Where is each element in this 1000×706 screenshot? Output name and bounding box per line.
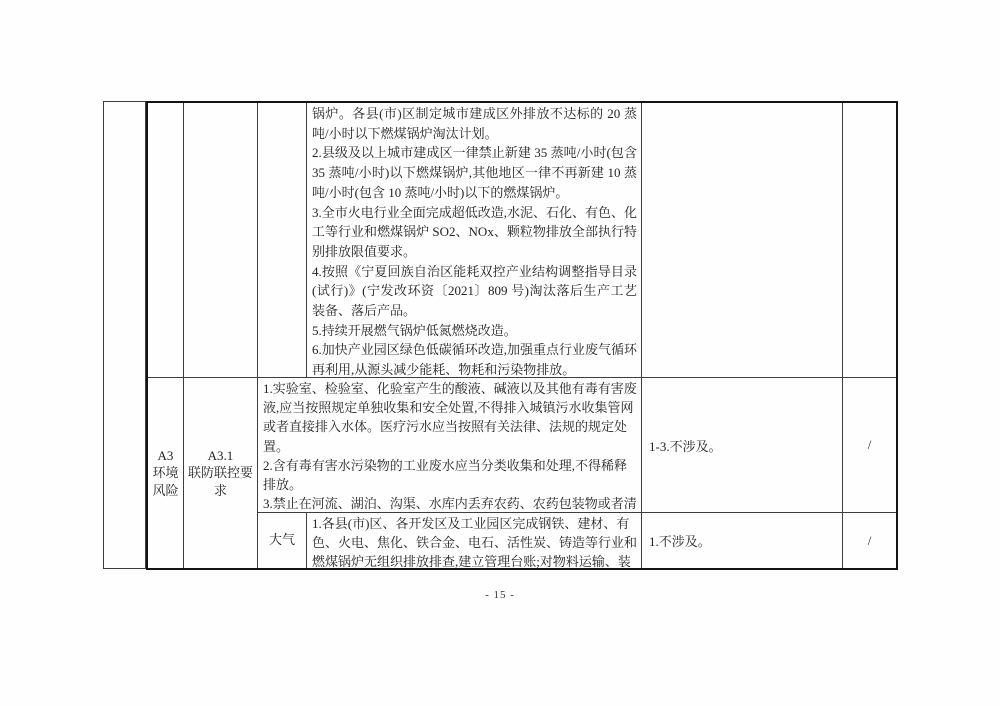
cell-group-subcode: A3.1 联防联控要 求 <box>184 378 258 568</box>
cell-rowB-remark: / <box>843 378 896 513</box>
cell-rowB-requirements <box>258 378 642 513</box>
rowA-item-3: 3.全市火电行业全面完成超低改造,水泥、石化、有色、化工等行业和燃煤锅炉 SO2、NOx、颗粒物排放全部执行特别排放限值要求。 <box>312 204 638 259</box>
page-number: - 15 - <box>485 589 515 601</box>
rowC-item-1: 1.各县(市)区、各开发区及工业园区完成钢铁、建材、有色、火电、焦化、铁合金、电石、活性炭、铸造等行业和燃煤锅炉无组织排放排查,建立管理台账;对物料运输、装 <box>312 516 638 568</box>
cell-rowA-remark-empty <box>843 103 896 378</box>
cell-rowC-result: 1.不涉及。 <box>642 513 843 568</box>
rowA-item-5: 5.持续开展燃气锅炉低氮燃烧改造。 <box>312 322 517 338</box>
cell-rowA-code-empty <box>148 103 184 378</box>
outer-margin-column <box>103 101 146 569</box>
cell-group-code: A3 环境 风险 <box>148 378 184 568</box>
rowB-item-1: 1.实验室、检验室、化验室产生的酸液、碱液以及其他有毒有害废液,应当按照规定单独收集和安全处置,不得排入城镇污水收集管网或者直接排入水体。医疗污水应当按照有关法律、法规的规定处置。 <box>263 381 637 454</box>
cell-rowB-result: 1-3.不涉及。 <box>642 378 843 513</box>
cell-rowA-result-empty <box>642 103 843 378</box>
rowA-item-6: 6.加快产业园区绿色低碳循环改造,加强重点行业废气循环再利用,从源头减少能耗、物耗和污染物排放。 <box>312 342 638 378</box>
cell-rowA-category-empty <box>258 103 307 378</box>
rowA-item-1: 锅炉。各县(市)区制定城市建成区外排放不达标的 20 蒸吨/小时以下燃煤锅炉淘汰计划。 <box>312 106 637 141</box>
rowB-item-2: 2.含有毒有害水污染物的工业废水应当分类收集和处理,不得稀释排放。 <box>263 457 628 493</box>
rowB-item-3: 3.禁止在河流、湖泊、沟渠、水库内丢弃农药、农药包装物或者清 <box>263 496 637 512</box>
cell-rowC-requirements <box>307 513 642 568</box>
cell-rowA-subcode-empty <box>184 103 258 378</box>
requirements-table <box>146 101 898 570</box>
cell-rowC-remark: / <box>867 532 872 548</box>
cell-rowA-requirements <box>307 103 642 378</box>
rowA-item-4: 4.按照《宁夏回族自治区能耗双控产业结构调整指导目录(试行)》(宁发改环资〔2021〕809 号)淘汰落后生产工艺装备、落后产品。 <box>312 263 637 319</box>
cell-rowC-category: 大气 <box>258 513 307 568</box>
rowA-item-2: 2.县级及以上城市建成区一律禁止新建 35 蒸吨/小时(包含 35 蒸吨/小时)以下燃煤锅炉,其他地区一律不再新建 10 蒸吨/小时(包含 10 蒸吨/小时)以下的燃煤锅炉。 <box>312 145 637 200</box>
